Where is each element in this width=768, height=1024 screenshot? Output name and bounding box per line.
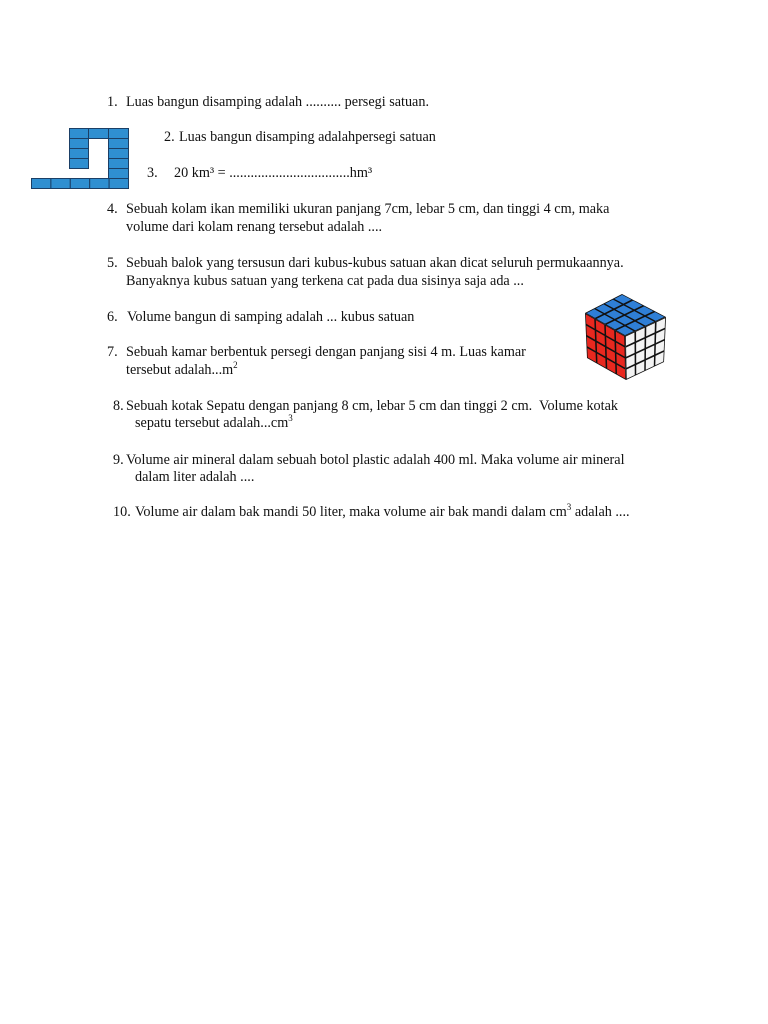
question-text-line-2: Banyaknya kubus satuan yang terkena cat pada dua sisinya saja ada ...	[126, 273, 524, 289]
question-text-part-b: adalah ....	[571, 504, 630, 520]
unit-square	[109, 179, 128, 189]
unit-square	[51, 179, 70, 189]
question-text: Luas bangun disamping adalah .......... persegi satuan.	[126, 94, 429, 110]
question-number: 1.	[107, 94, 118, 110]
superscript: 3	[566, 502, 572, 512]
question-text-line-2	[126, 362, 238, 379]
unit-square	[70, 129, 89, 139]
question-number: 10.	[113, 504, 131, 520]
unit-square	[70, 159, 89, 169]
question-number: 8.	[113, 398, 124, 414]
question-number: 3.	[147, 165, 158, 181]
unit-square	[70, 149, 89, 159]
question-text: tersebut adalah...m	[126, 362, 234, 378]
unit-square	[109, 169, 129, 179]
question-text-line-1: Sebuah kamar berbentuk persegi dengan panjang sisi 4 m. Luas kamar	[126, 344, 526, 360]
cube-figure	[576, 291, 668, 381]
question-text-part-a: Volume air dalam bak mandi 50 liter, maka volume air bak mandi dalam cm	[135, 504, 567, 520]
question-text-line-1: Sebuah balok yang tersusun dari kubus-kubus satuan akan dicat seluruh permukaannya.	[126, 255, 624, 271]
question-number: 7.	[107, 344, 118, 360]
question-number: 9.	[113, 452, 124, 468]
question-text: sepatu tersebut adalah...cm	[135, 415, 289, 431]
unit-square	[32, 179, 51, 189]
superscript: 2	[233, 360, 238, 370]
question-number: 4.	[107, 201, 118, 217]
question-number: 2.	[164, 129, 175, 145]
question-text: Luas bangun disamping adalahpersegi satuan	[179, 129, 436, 145]
question-text-line-1: Sebuah kotak Sepatu dengan panjang 8 cm, lebar 5 cm dan tinggi 2 cm. Volume kotak	[126, 398, 618, 414]
unit-square	[70, 179, 89, 189]
unit-square	[89, 129, 109, 139]
question-text-line-2	[135, 415, 293, 432]
unit-square	[109, 149, 129, 159]
question-number: 6.	[107, 309, 118, 325]
question-text-line-2: dalam liter adalah ....	[135, 469, 255, 485]
question-text: 20 km³ = ..................................hm³	[174, 165, 373, 181]
question-text-line-1: Sebuah kolam ikan memiliki ukuran panjang 7cm, lebar 5 cm, dan tinggi 4 cm, maka	[126, 201, 610, 217]
unit-square	[109, 139, 129, 149]
unit-square	[109, 129, 129, 139]
question-text: Volume bangun di samping adalah ... kubus satuan	[127, 309, 415, 325]
unit-square	[70, 139, 89, 149]
question-number: 5.	[107, 255, 118, 271]
unit-square	[109, 159, 129, 169]
question-text-line-1: Volume air mineral dalam sebuah botol plastic adalah 400 ml. Maka volume air mineral	[126, 452, 625, 468]
unit-square-shape-figure	[31, 128, 131, 190]
superscript: 3	[288, 413, 293, 423]
question-text	[135, 504, 630, 521]
question-text-line-2: volume dari kolam renang tersebut adalah ....	[126, 219, 383, 235]
unit-square	[90, 179, 109, 189]
